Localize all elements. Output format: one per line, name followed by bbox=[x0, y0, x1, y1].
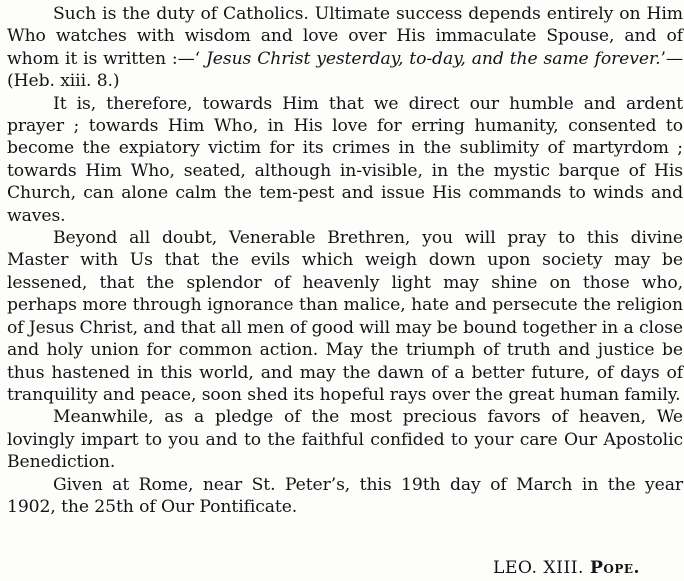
paragraph-given-at-rome bbox=[7, 474, 683, 519]
paragraph-text: Given at Rome, near St. Peter’s, this 19th day of March in the year 1902, the 25th of Our Pontificate. bbox=[7, 474, 683, 517]
paragraph-text: It is, therefore, towards Him that we direct our humble and ardent prayer ; towards Him Who, in His love for erring humanity, consented to become the expiatory victim for its crimes in the sublimity of martyrdom ; towards Him Who, seated, although in-visible, in the mystic barque of His Church, can alone calm the tem-pest and issue His commands to winds and waves. bbox=[7, 93, 683, 226]
paragraph-venerable-brethren bbox=[7, 227, 683, 406]
signature-title: Pope. bbox=[589, 558, 640, 578]
signature bbox=[493, 557, 640, 579]
signature-name: LEO. XIII. bbox=[492, 558, 584, 578]
paragraph-humble-prayer bbox=[7, 93, 683, 227]
scripture-citation: ’—(Heb. xiii. 8.) bbox=[7, 48, 683, 92]
paragraph-text: Such is the duty of Catholics. Ultimate success depends entirely on Him Who watches with wisdom and love over His immaculate Spouse, and of whom it is written :—‘ bbox=[7, 4, 683, 69]
paragraph-text: Meanwhile, as a pledge of the most precious favors of heaven, We lovingly impart to you and to the faithful confided to your care Our Apostolic Benediction. bbox=[7, 407, 683, 473]
paragraph-text: Beyond all doubt, Venerable Brethren, you will pray to this divine Master with Us that the evils which weigh down upon society may be lessened, that the splendor of heavenly light may shine on those who, perhaps more through ignorance than malice, hate and persecute the religion of Jesus Christ, and that all men of good will may be bound together in a close and holy union for common action. May the triumph of truth and justice be thus hastened in this world, and may the dawn of a better future, of days of tranquility and peace, soon shed its hopeful rays over the great human family. bbox=[7, 228, 683, 405]
scripture-quote: Jesus Christ yesterday, to-day, and the same forever. bbox=[200, 48, 661, 69]
paragraph-duty-of-catholics bbox=[7, 3, 683, 93]
document-body bbox=[7, 3, 683, 518]
paragraph-apostolic-benediction bbox=[7, 406, 683, 473]
